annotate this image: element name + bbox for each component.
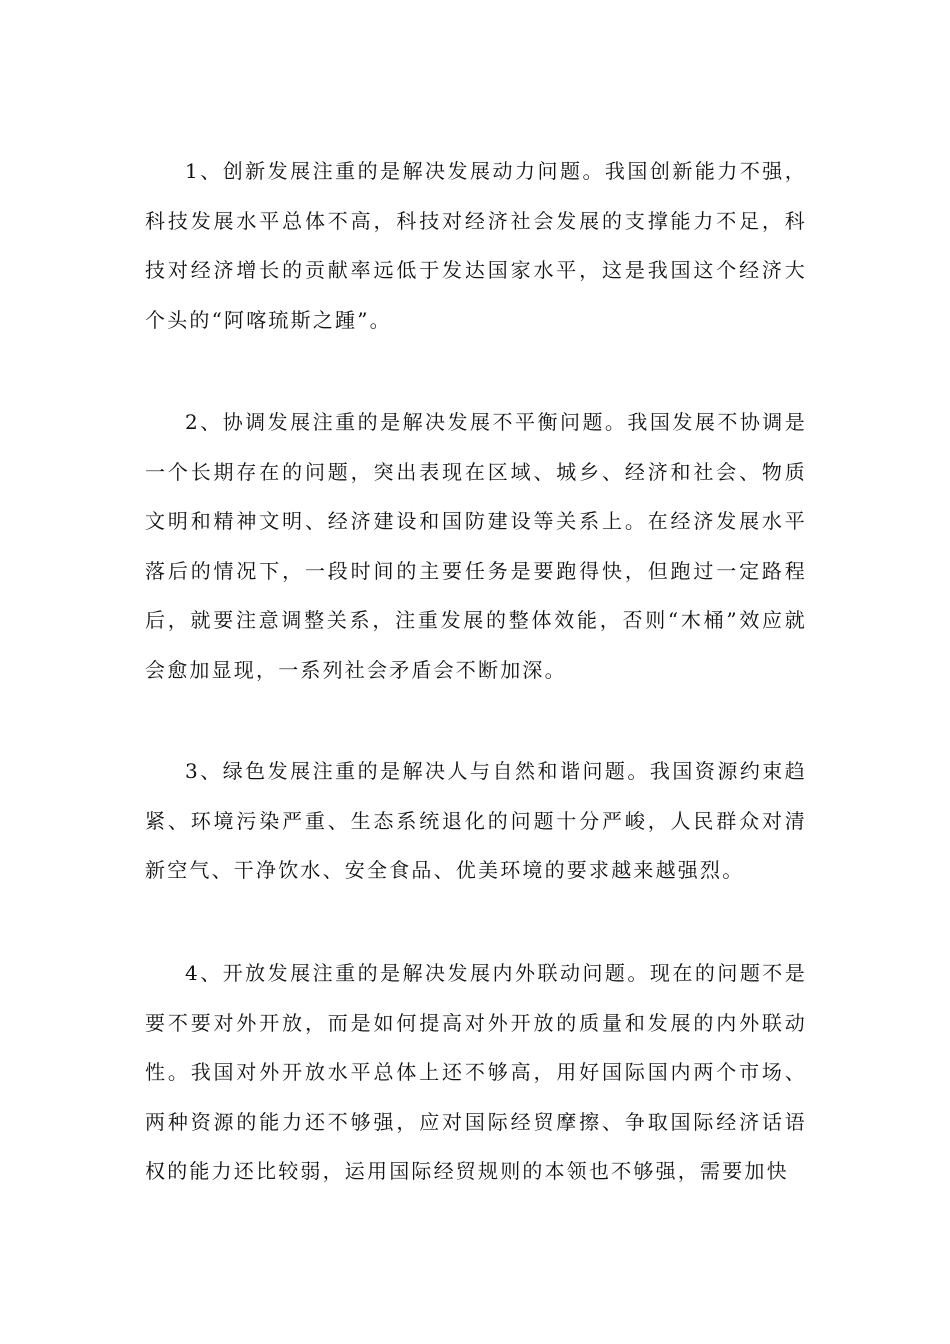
paragraph-green: 3、绿色发展注重的是解决人与自然和谐问题。我国资源约束趋紧、环境污染严重、生态系统退化的问题十分严峻，人民群众对清新空气、干净饮水、安全食品、优美环境的要求越来越强烈。 [145, 759, 807, 883]
paragraph-innovation: 1、创新发展注重的是解决发展动力问题。我国创新能力不强，科技发展水平总体不高，科技对经济社会发展的支撑能力不足，科技对经济增长的贡献率远低于发达国家水平，这是我国这个经济大个头的“阿喀琉斯之踵”。 [145, 159, 807, 332]
paragraph-openness: 4、开放发展注重的是解决发展内外联动问题。现在的问题不是要不要对外开放，而是如何提高对外开放的质量和发展的内外联动性。我国对外开放水平总体上还不够高，用好国际国内两个市场、两种资源的能力还不够强，应对国际经贸摩擦、争取国际经济话语权的能力还比较弱，运用国际经贸规则的本领也不够强，需要加快 [145, 961, 807, 1184]
paragraph-coordination: 2、协调发展注重的是解决发展不平衡问题。我国发展不协调是一个长期存在的问题，突出表现在区域、城乡、经济和社会、物质文明和精神文明、经济建设和国防建设等关系上。在经济发展水平落后的情况下，一段时间的主要任务是要跑得快，但跑过一定路程后，就要注意调整关系，注重发展的整体效能，否则“木桶”效应就会愈加显现，一系列社会矛盾会不断加深。 [145, 410, 807, 682]
